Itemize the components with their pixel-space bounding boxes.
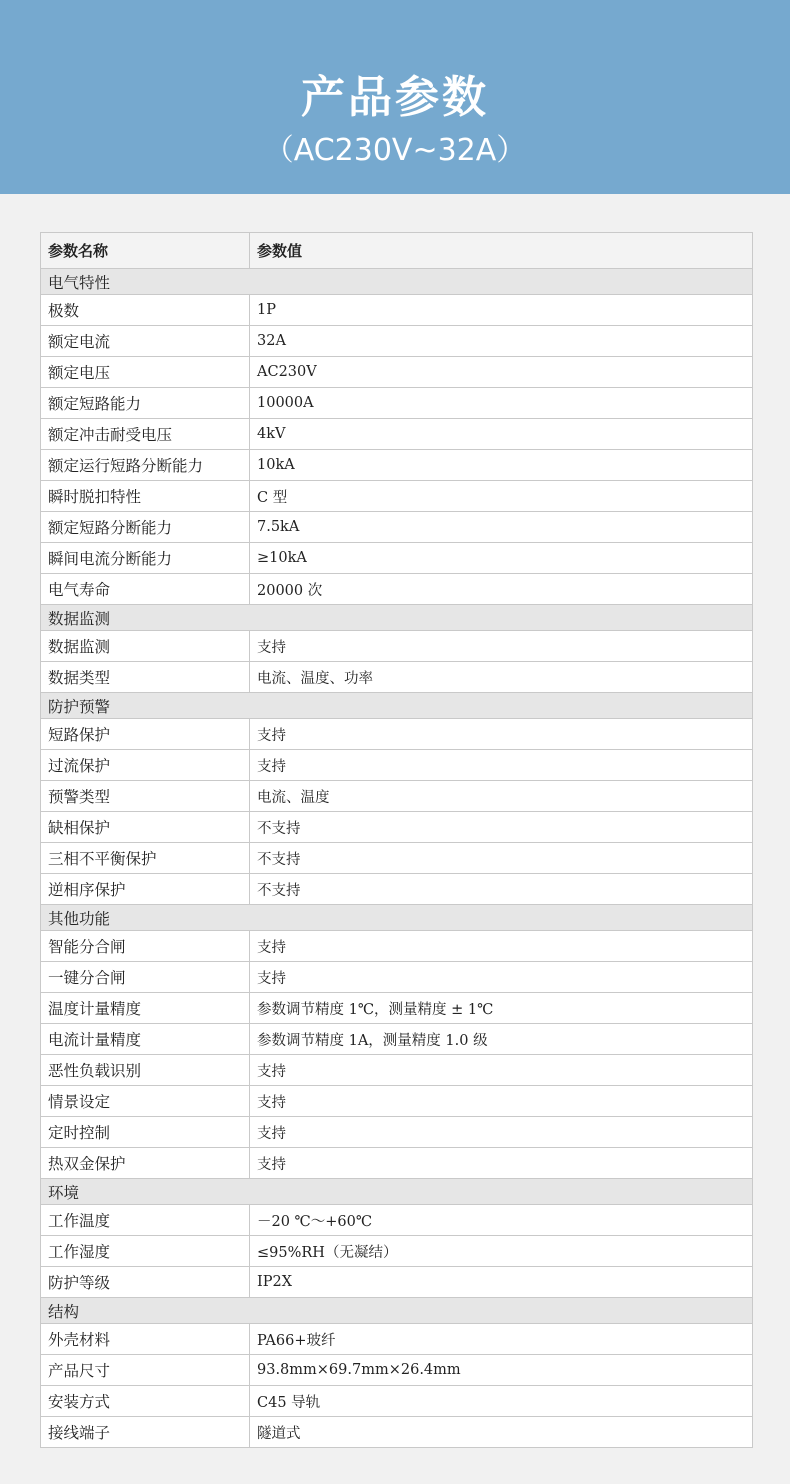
parameter-name: 预警类型 [41,781,250,812]
parameter-name: 情景设定 [41,1086,250,1117]
parameter-name: 瞬间电流分断能力 [41,543,250,574]
section-title: 防护预警 [41,693,753,719]
parameter-value: PA66+玻纤 [250,1324,753,1355]
table-row [41,662,753,693]
table-row [41,719,753,750]
table-row [41,993,753,1024]
parameter-value: C 型 [250,481,753,512]
parameter-value: 不支持 [250,843,753,874]
parameter-table [40,232,753,1448]
table-row [41,1417,753,1448]
section-header-row [41,693,753,719]
table-row [41,931,753,962]
parameter-value: 支持 [250,1148,753,1179]
parameter-value: 支持 [250,1055,753,1086]
parameter-name: 极数 [41,295,250,326]
section-title: 数据监测 [41,605,753,631]
parameter-name: 电流计量精度 [41,1024,250,1055]
table-row [41,750,753,781]
parameter-value: 支持 [250,962,753,993]
parameter-value: 支持 [250,1086,753,1117]
parameter-value: 电流、温度 [250,781,753,812]
header-banner [0,0,790,194]
page-title: 产品参数 [301,72,489,123]
parameter-value: 支持 [250,719,753,750]
parameter-name: 安装方式 [41,1386,250,1417]
parameter-name: 智能分合闸 [41,931,250,962]
parameter-value: IP2X [250,1267,753,1298]
table-row [41,1117,753,1148]
parameter-value: 电流、温度、功率 [250,662,753,693]
parameter-name: 数据监测 [41,631,250,662]
parameter-name: 防护等级 [41,1267,250,1298]
parameter-name: 产品尺寸 [41,1355,250,1386]
parameter-name: 瞬时脱扣特性 [41,481,250,512]
parameter-value: 93.8mm×69.7mm×26.4mm [250,1355,753,1386]
table-row [41,357,753,388]
parameter-name: 接线端子 [41,1417,250,1448]
table-row [41,1086,753,1117]
parameter-name: 短路保护 [41,719,250,750]
section-header-row [41,269,753,295]
table-row [41,781,753,812]
parameter-name: 热双金保护 [41,1148,250,1179]
parameter-name: 工作湿度 [41,1236,250,1267]
table-row [41,326,753,357]
parameter-name: 缺相保护 [41,812,250,843]
table-row [41,481,753,512]
parameter-name: 逆相序保护 [41,874,250,905]
parameter-name: 额定短路能力 [41,388,250,419]
table-row [41,1148,753,1179]
table-header-row [41,233,753,269]
section-title: 电气特性 [41,269,753,295]
parameter-value: 1P [250,295,753,326]
section-title: 环境 [41,1179,753,1205]
parameter-name: 温度计量精度 [41,993,250,1024]
parameter-name: 定时控制 [41,1117,250,1148]
parameter-value: 不支持 [250,812,753,843]
column-header-value: 参数值 [250,233,753,269]
parameter-value: ≤95%RH（无凝结） [250,1236,753,1267]
parameter-name: 恶性负载识别 [41,1055,250,1086]
table-row [41,1386,753,1417]
parameter-name: 数据类型 [41,662,250,693]
table-row [41,543,753,574]
parameter-value: 支持 [250,750,753,781]
section-header-row [41,605,753,631]
parameter-name: 工作温度 [41,1205,250,1236]
table-row [41,843,753,874]
parameter-value: 20000 次 [250,574,753,605]
table-row [41,1355,753,1386]
parameter-name: 外壳材料 [41,1324,250,1355]
column-header-name: 参数名称 [41,233,250,269]
table-row [41,419,753,450]
parameter-name: 额定短路分断能力 [41,512,250,543]
page-subtitle: （AC230V~32A） [263,133,527,168]
table-row [41,388,753,419]
section-header-row [41,1179,753,1205]
table-row [41,512,753,543]
parameter-name: 一键分合闸 [41,962,250,993]
table-row [41,1205,753,1236]
parameter-value: C45 导轨 [250,1386,753,1417]
parameter-value: 支持 [250,931,753,962]
parameter-value: 参数调节精度 1℃，测量精度 ± 1℃ [250,993,753,1024]
section-title: 结构 [41,1298,753,1324]
table-row [41,631,753,662]
table-row [41,1267,753,1298]
parameter-name: 额定电压 [41,357,250,388]
section-header-row [41,905,753,931]
parameter-value: －20 ℃～+60℃ [250,1205,753,1236]
parameter-value: 隧道式 [250,1417,753,1448]
parameter-value: 10000A [250,388,753,419]
parameter-value: ≥10kA [250,543,753,574]
parameter-value: 支持 [250,631,753,662]
table-row [41,1236,753,1267]
table-row [41,962,753,993]
parameter-name: 额定电流 [41,326,250,357]
parameter-value: 32A [250,326,753,357]
parameter-value: 10kA [250,450,753,481]
table-row [41,1024,753,1055]
table-row [41,295,753,326]
parameter-value: 支持 [250,1117,753,1148]
section-title: 其他功能 [41,905,753,931]
parameter-name: 三相不平衡保护 [41,843,250,874]
table-row [41,574,753,605]
parameter-value: 参数调节精度 1A，测量精度 1.0 级 [250,1024,753,1055]
table-row [41,874,753,905]
parameter-name: 额定冲击耐受电压 [41,419,250,450]
table-row [41,1324,753,1355]
parameter-name: 电气寿命 [41,574,250,605]
table-row [41,1055,753,1086]
section-header-row [41,1298,753,1324]
parameter-name: 过流保护 [41,750,250,781]
parameter-value: 4kV [250,419,753,450]
parameter-value: 7.5kA [250,512,753,543]
parameter-value: 不支持 [250,874,753,905]
table-row [41,450,753,481]
table-row [41,812,753,843]
parameter-name: 额定运行短路分断能力 [41,450,250,481]
parameter-value: AC230V [250,357,753,388]
